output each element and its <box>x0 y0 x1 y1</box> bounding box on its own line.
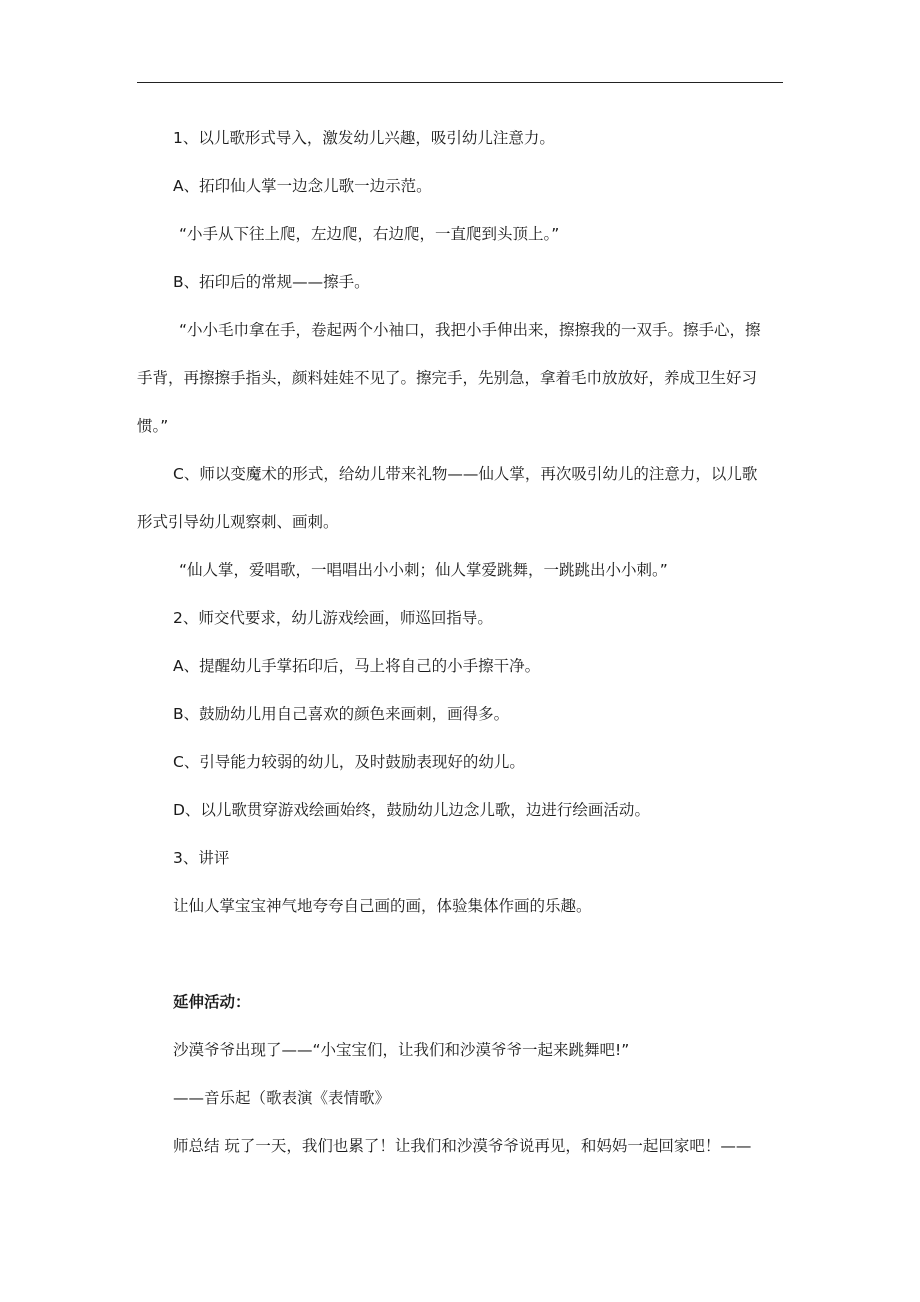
step-2-heading: 2、师交代要求，幼儿游戏绘画，师巡回指导。 <box>173 609 493 627</box>
step-2c: C、引导能力较弱的幼儿，及时鼓励表现好的幼儿。 <box>173 753 525 771</box>
header-rule <box>137 82 783 83</box>
rhyme-towel-line-3: 惯。” <box>137 417 169 435</box>
step-3-text: 让仙人掌宝宝神气地夸夸自己画的画，体验集体作画的乐趣。 <box>173 897 592 915</box>
extension-line-3: 师总结 玩了一天，我们也累了！让我们和沙漠爷爷说再见，和妈妈一起回家吧！—— <box>173 1137 752 1155</box>
extension-line-2: ——音乐起（歌表演《表情歌》 <box>173 1089 391 1107</box>
step-2a: A、提醒幼儿手掌拓印后，马上将自己的小手擦干净。 <box>173 657 541 675</box>
step-1c-line-1: C、师以变魔术的形式，给幼儿带来礼物——仙人掌，再次吸引幼儿的注意力，以儿歌 <box>173 465 758 483</box>
step-2d: D、以儿歌贯穿游戏绘画始终，鼓励幼儿边念儿歌，边进行绘画活动。 <box>173 801 650 819</box>
step-1-heading: 1、以儿歌形式导入，激发幼儿兴趣，吸引幼儿注意力。 <box>173 129 555 147</box>
step-2b: B、鼓励幼儿用自己喜欢的颜色来画刺，画得多。 <box>173 705 510 723</box>
rhyme-cactus: “仙人掌，爱唱歌，一唱唱出小小刺；仙人掌爱跳舞，一跳跳出小小刺。” <box>179 561 668 579</box>
rhyme-towel-line-1: “小小毛巾拿在手，卷起两个小袖口，我把小手伸出来，擦擦我的一双手。擦手心，擦 <box>179 321 761 339</box>
rhyme-climb: “小手从下往上爬，左边爬，右边爬，一直爬到头顶上。” <box>179 225 560 243</box>
extension-line-1: 沙漠爷爷出现了——“小宝宝们，让我们和沙漠爷爷一起来跳舞吧!” <box>173 1041 630 1059</box>
step-1c-line-2: 形式引导幼儿观察刺、画刺。 <box>137 513 339 531</box>
step-1b: B、拓印后的常规——擦手。 <box>173 273 370 291</box>
step-3-heading: 3、讲评 <box>173 849 230 867</box>
extension-heading: 延伸活动： <box>173 993 251 1011</box>
step-1a: A、拓印仙人掌一边念儿歌一边示范。 <box>173 177 432 195</box>
rhyme-towel-line-2: 手背，再擦擦手指头，颜料娃娃不见了。擦完手，先别急，拿着毛巾放放好，养成卫生好习 <box>137 369 758 387</box>
